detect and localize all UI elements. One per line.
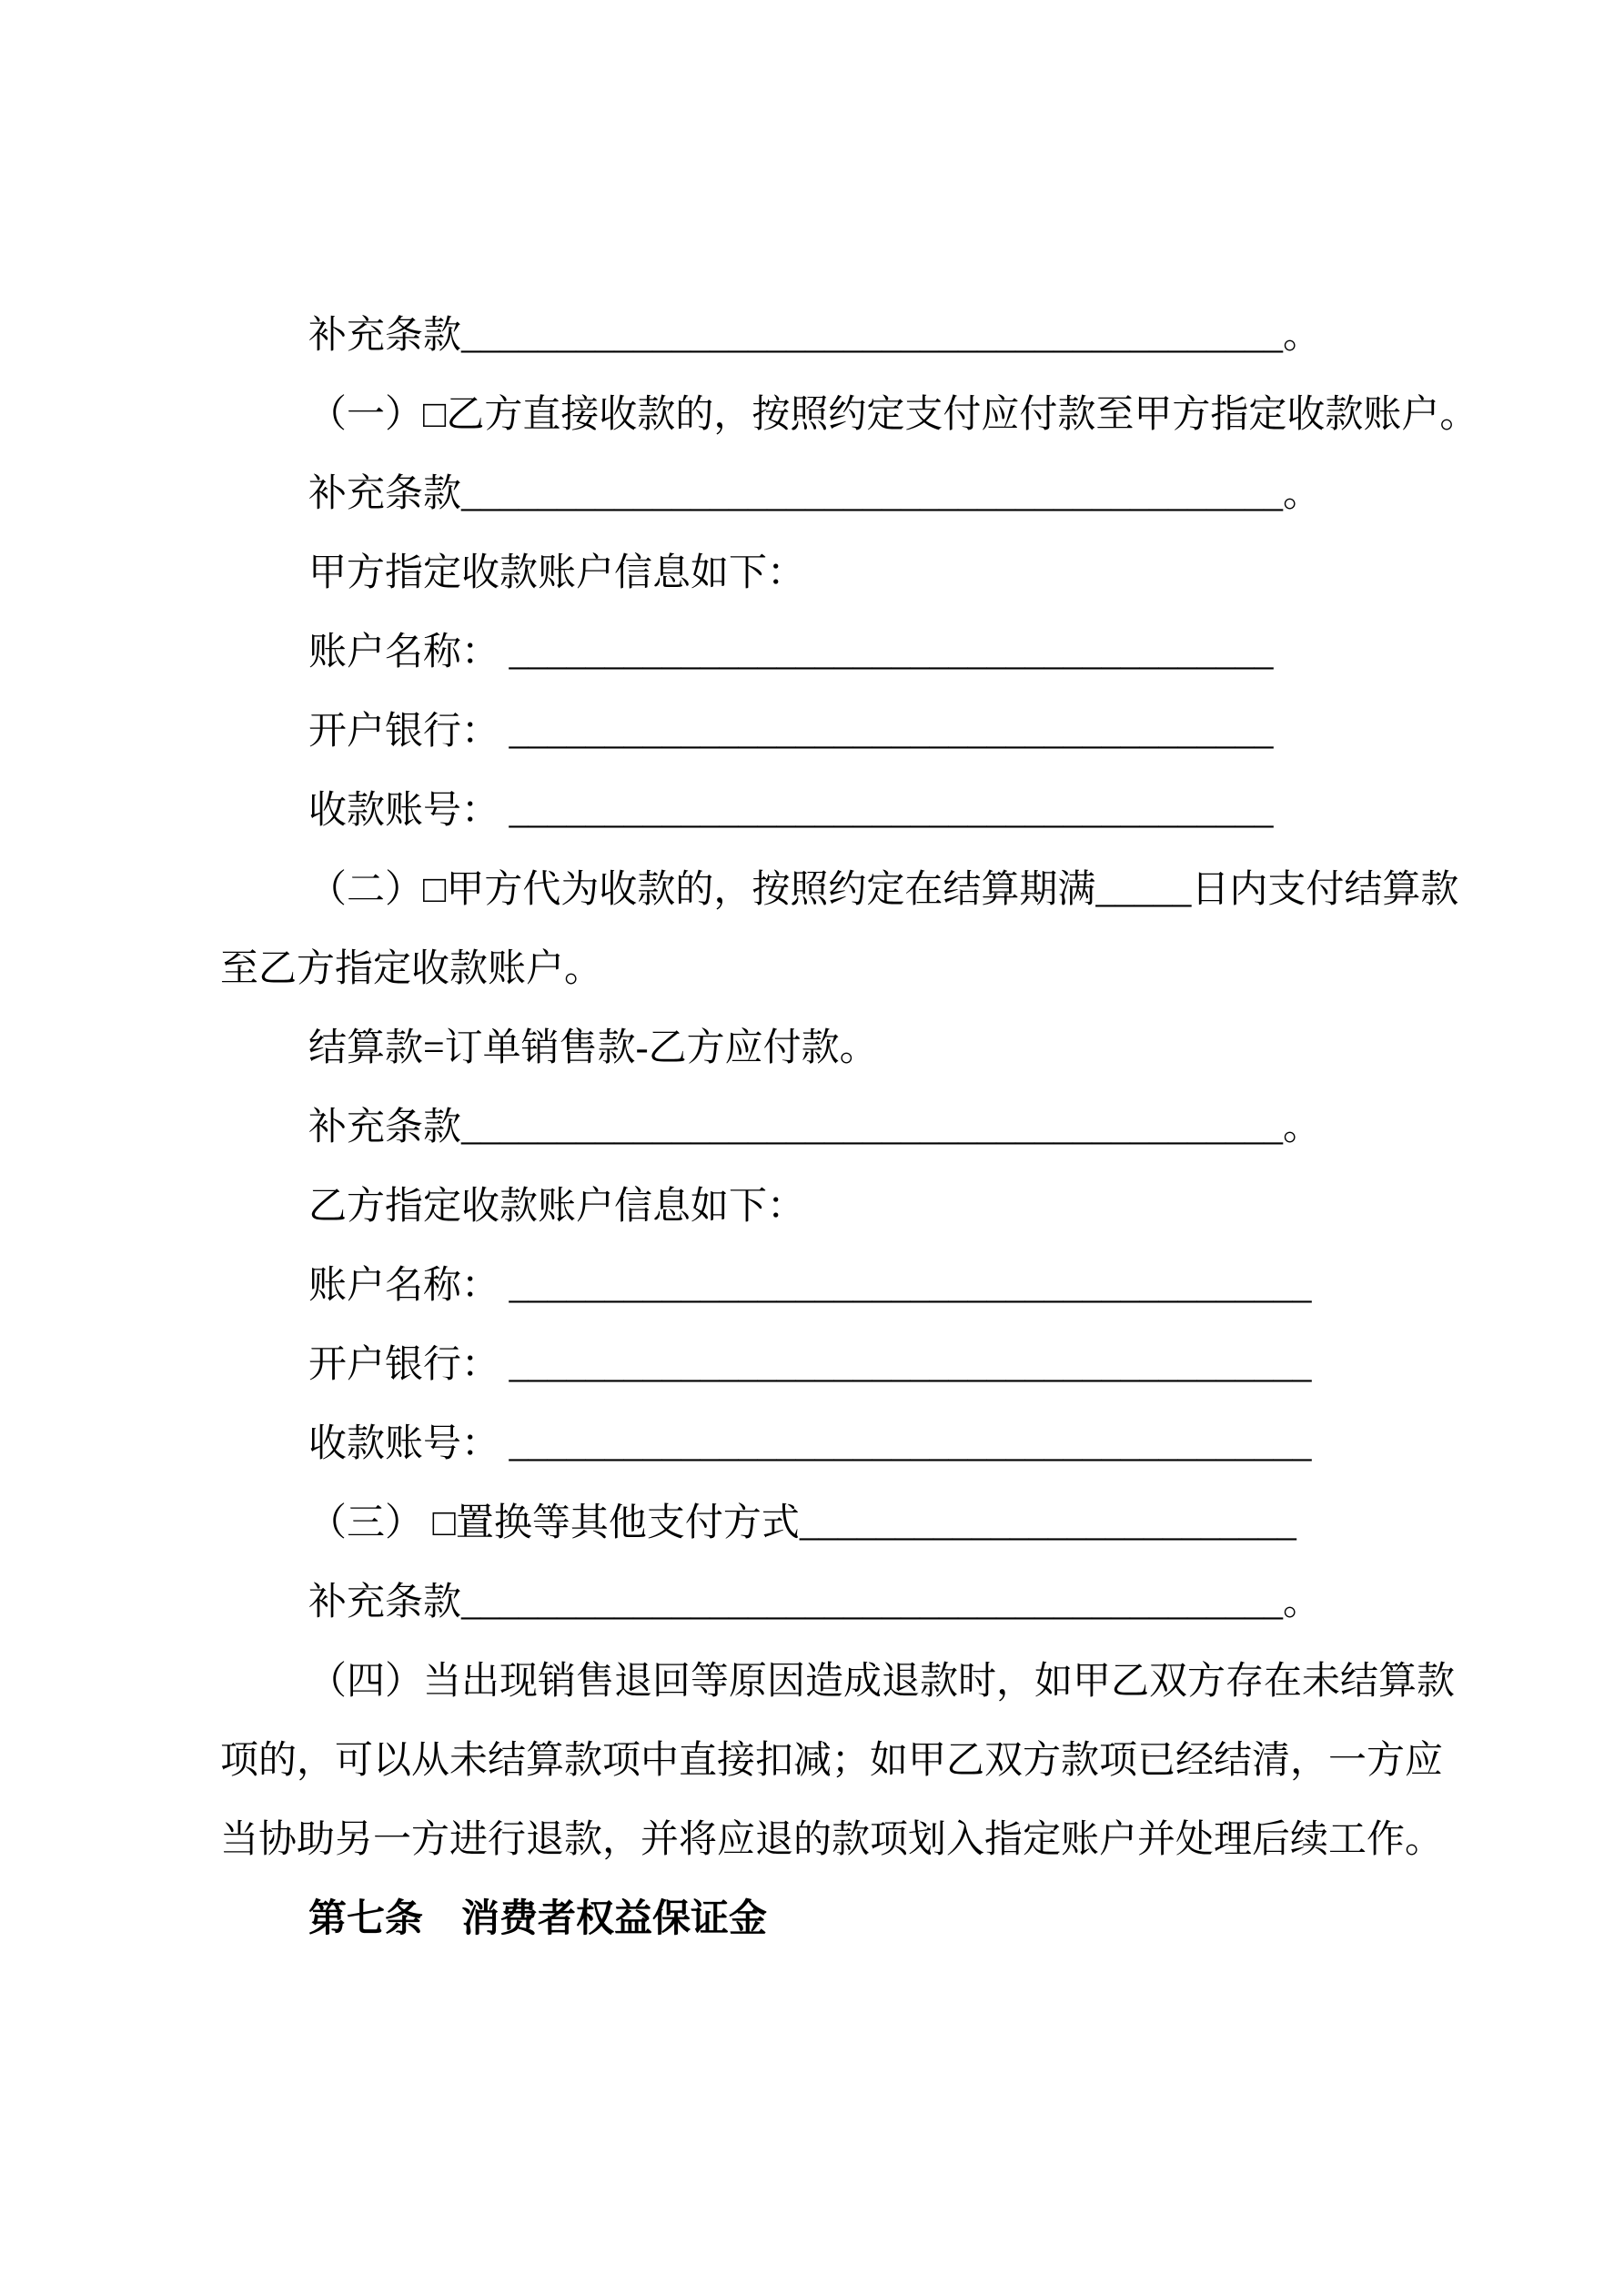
clause-item-4-continuation-2: 当协助另一方进行退款，并将应退的款项划入指定账户并处理后续工作。 [220,1819,1444,1861]
clause-item-2: （二）□甲方代为收款的，按照约定在结算期满_____日内支付结算款 [308,869,1459,911]
supplementary-clause-line-1: 补充条款___________________________________________。 [308,315,1322,357]
party-b-account-name-field: 账户名称： __________________________________________ [308,1265,1312,1307]
contract-page-body [220,297,1478,1959]
supplementary-clause-line-4: 补充条款___________________________________________。 [308,1582,1322,1623]
article-7-heading: 第七条 消费者权益保证金 [308,1898,768,1940]
party-b-account-number-field: 收款账号： __________________________________________ [308,1423,1312,1465]
clause-item-4: （四）当出现销售退回等原因造成退款时，如甲乙双方存在未结算款 [308,1661,1456,1703]
party-a-account-name-field: 账户名称： ________________________________________ [308,632,1274,673]
clause-item-2-continuation: 至乙方指定收款账户。 [220,948,603,990]
settlement-formula: 结算款=订单销售款-乙方应付款。 [308,1027,878,1069]
clause-item-1: （一）□乙方直接收款的，按照约定支付应付款至甲方指定收款账户。 [308,394,1478,436]
supplementary-clause-line-3: 补充条款___________________________________________。 [308,1107,1322,1148]
clause-item-4-continuation-1: 项的，可以从未结算款项中直接扣减；如甲乙双方款项已经结清，一方应 [220,1740,1444,1782]
clause-item-3: （三） □置换等其他支付方式__________________________ [308,1502,1296,1544]
party-a-account-info-intro: 甲方指定收款账户信息如下： [308,552,806,594]
party-b-bank-field: 开户银行： __________________________________________ [308,1344,1312,1386]
party-b-account-info-intro: 乙方指定收款账户信息如下： [308,1186,806,1228]
supplementary-clause-line-2: 补充条款___________________________________________。 [308,473,1322,515]
party-a-account-number-field: 收款账号： ________________________________________ [308,790,1274,832]
party-a-bank-field: 开户银行： ________________________________________ [308,711,1274,753]
